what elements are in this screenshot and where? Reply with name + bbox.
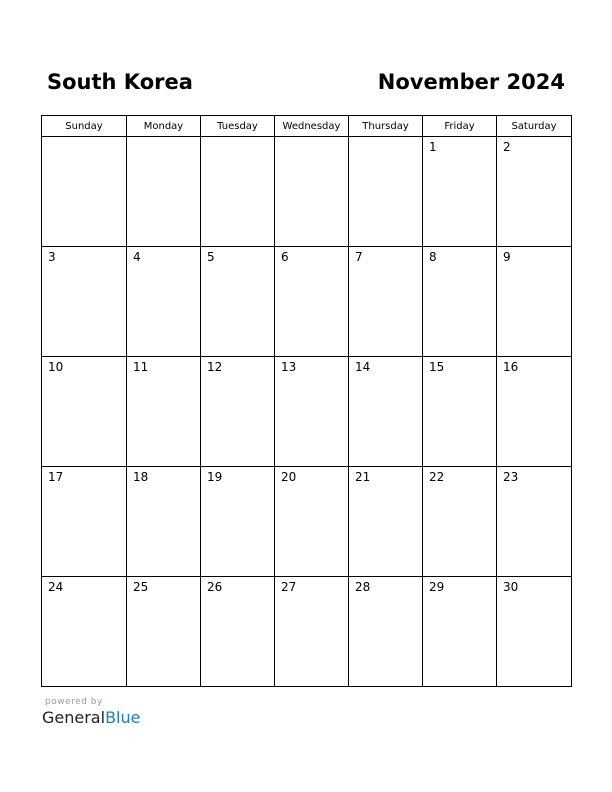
day-number: 13: [281, 360, 297, 374]
month-year-title: November 2024: [377, 70, 565, 94]
day-number: 29: [429, 580, 445, 594]
powered-by-text: powered by: [45, 697, 103, 707]
day-number: 10: [48, 360, 64, 374]
weekday-tuesday: Tuesday: [201, 116, 275, 137]
week-row: [42, 357, 572, 467]
day-number: 6: [281, 250, 289, 264]
day-number: 7: [355, 250, 363, 264]
brand-general: General: [42, 708, 106, 727]
day-cell: [42, 357, 127, 467]
day-number: 23: [503, 470, 519, 484]
day-cell: [127, 247, 201, 357]
weekday-wednesday: Wednesday: [275, 116, 349, 137]
weekday-sunday: Sunday: [42, 116, 127, 137]
day-cell: [201, 577, 275, 687]
day-number: 25: [133, 580, 149, 594]
day-cell: [201, 357, 275, 467]
day-number: 8: [429, 250, 437, 264]
day-number: [42, 137, 126, 140]
day-number: [349, 137, 422, 140]
day-cell: [201, 247, 275, 357]
day-number: 16: [503, 360, 519, 374]
day-number: 4: [133, 250, 141, 264]
day-cell: [497, 247, 572, 357]
day-cell: [42, 467, 127, 577]
generalblue-logo[interactable]: [42, 708, 140, 727]
footer: [42, 697, 140, 727]
day-number: [201, 137, 274, 140]
day-number: [127, 137, 200, 140]
day-number: 22: [429, 470, 445, 484]
day-cell: [349, 467, 423, 577]
day-cell: [423, 577, 497, 687]
day-number: 21: [355, 470, 371, 484]
week-row: [42, 577, 572, 687]
day-cell: [349, 137, 423, 247]
weekday-header-row: [42, 116, 572, 137]
day-cell: [275, 467, 349, 577]
day-cell: [201, 467, 275, 577]
day-number: 27: [281, 580, 297, 594]
day-cell: [275, 137, 349, 247]
country-title: South Korea: [47, 70, 193, 94]
day-number: 3: [48, 250, 56, 264]
day-cell: [127, 137, 201, 247]
day-number: 24: [48, 580, 64, 594]
day-cell: [275, 247, 349, 357]
day-number: 26: [207, 580, 223, 594]
day-number: 15: [429, 360, 445, 374]
day-cell: [201, 137, 275, 247]
day-number: 1: [429, 140, 437, 154]
day-cell: [497, 137, 572, 247]
week-row: [42, 467, 572, 577]
day-cell: [349, 577, 423, 687]
day-cell: [127, 467, 201, 577]
day-number: 2: [503, 140, 511, 154]
day-number: 17: [48, 470, 64, 484]
week-row: [42, 137, 572, 247]
day-cell: [349, 247, 423, 357]
weekday-saturday: Saturday: [497, 116, 572, 137]
day-number: 14: [355, 360, 371, 374]
day-cell: [497, 577, 572, 687]
day-number: 11: [133, 360, 149, 374]
weekday-friday: Friday: [423, 116, 497, 137]
day-number: 12: [207, 360, 223, 374]
day-number: 5: [207, 250, 215, 264]
calendar-header: [47, 70, 565, 100]
day-cell: [127, 577, 201, 687]
brand-blue: Blue: [105, 708, 141, 727]
day-number: 20: [281, 470, 297, 484]
day-number: 9: [503, 250, 511, 264]
day-number: 28: [355, 580, 371, 594]
weekday-monday: Monday: [127, 116, 201, 137]
day-cell: [497, 467, 572, 577]
day-cell: [275, 357, 349, 467]
day-cell: [42, 577, 127, 687]
day-number: 30: [503, 580, 519, 594]
day-cell: [497, 357, 572, 467]
day-cell: [275, 577, 349, 687]
calendar-grid: [41, 115, 572, 687]
day-cell: [423, 357, 497, 467]
week-row: [42, 247, 572, 357]
day-cell: [42, 247, 127, 357]
day-cell: [423, 467, 497, 577]
day-number: 19: [207, 470, 223, 484]
day-cell: [423, 247, 497, 357]
day-number: [275, 137, 348, 140]
day-cell: [423, 137, 497, 247]
weekday-thursday: Thursday: [349, 116, 423, 137]
day-cell: [42, 137, 127, 247]
day-cell: [349, 357, 423, 467]
day-cell: [127, 357, 201, 467]
day-number: 18: [133, 470, 149, 484]
